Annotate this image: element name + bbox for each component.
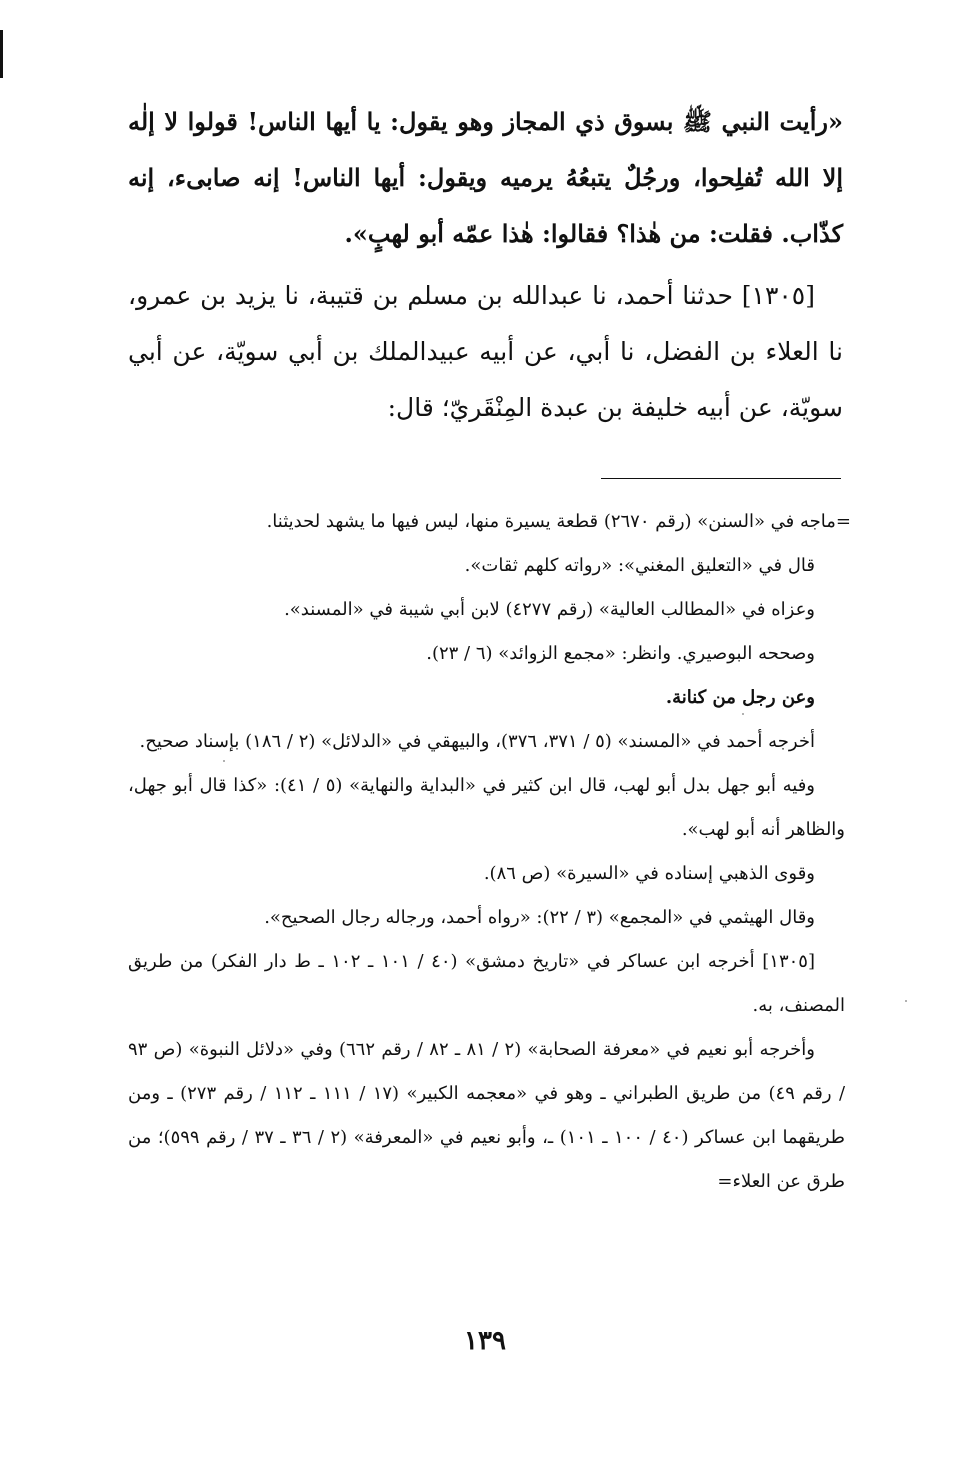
main-text xyxy=(128,94,843,436)
isnad-paragraph: [١٣٠٥] حدثنا أحمد، نا عبدالله بن مسلم بن قتيبة، نا يزيد بن عمرو، نا العلاء بن الفضل، نا أبي، عن أبيه عبيدالملك بن أبي سويّة، عن أبي سويّة، عن أبيه خليفة بن عبدة المِنْقَريّ؛ قال: xyxy=(128,281,843,422)
footnote-line: وعزاه في «المطالب العالية» (رقم ٤٢٧٧) لابن أبي شيبة في «المسند». xyxy=(284,599,815,620)
footnote-heading: وعن رجل من كنانة. xyxy=(665,687,815,708)
page-number: ١٣٩ xyxy=(464,1326,506,1356)
hadith-quote-paragraph: «رأيت النبي ﷺ بسوق ذي المجاز وهو يقول: يا أيها الناس! قولوا لا إلٰه إلا الله تُفلِحوا، ورجُلٌ يتبعُهُ يرميه ويقول: أيها الناس! إنه صابىء، إنه كذّاب. فقلت: من هٰذا؟ فقالوا: هٰذا عمّه أبو لهبٍ». xyxy=(128,107,843,248)
scan-speck xyxy=(742,713,744,715)
footnote-line: قال في «التعليق المغني»: «رواته كلهم ثقات». xyxy=(464,555,815,576)
scan-edge-mark xyxy=(0,30,3,78)
scan-speck xyxy=(905,1000,907,1002)
footnotes xyxy=(128,500,851,1204)
footnote-line: وقال الهيثمي في «المجمع» (٣ / ٢٢): «رواه أحمد، ورجاله رجال الصحيح». xyxy=(264,907,815,928)
footnote-line: وصححه البوصيري. وانظر: «مجمع الزوائد» (٦ / ٢٣). xyxy=(426,643,815,664)
footnote-line: أخرجه أحمد في «المسند» (٥ / ٣٧١، ٣٧٦)، والبيهقي في «الدلائل» (٢ / ١٨٦) بإسناد صحيح. xyxy=(139,731,815,752)
footnote-line: وقوى الذهبي إسناده في «السيرة» (ص ٨٦). xyxy=(483,863,815,884)
footnote-line: وأخرجه أبو نعيم في «معرفة الصحابة» (٢ / ٨١ ـ ٨٢ / رقم ٦٦٢) وفي «دلائل النبوة» (ص ٩٣ / رقم ٤٩) من طريق الطبراني ـ وهو في «معجمه الكبير» (١٧ / ١١١ ـ ١١٢ / رقم ٢٧٣) ـ ومن طريقهما ابن عساكر (٤٠ / ١٠٠ ـ ١٠١) ـ، وأبو نعيم في «المعرفة» (٢ / ٣٦ ـ ٣٧ / رقم ٥٩٩)؛ من طرق عن العلاء= xyxy=(128,1039,846,1192)
footnote-line: =ماجه في «السنن» (رقم ٢٦٧٠) قطعة يسيرة منها، ليس فيها ما يشهد لحديثنا. xyxy=(266,511,851,532)
footnote-line: [١٣٠٥] أخرجه ابن عساكر في «تاريخ دمشق» (٤٠ / ١٠١ ـ ١٠٢ ـ ط دار الفكر) من طريق المصنف، به. xyxy=(128,951,845,1016)
footnote-line: وفيه أبو جهل بدل أبو لهب، قال ابن كثير في «البداية والنهاية» (٥ / ٤١): «كذا قال أبو جهل، والظاهر أنه أبو لهب». xyxy=(128,775,845,840)
footnote-separator xyxy=(601,478,841,479)
scan-speck xyxy=(223,760,225,762)
